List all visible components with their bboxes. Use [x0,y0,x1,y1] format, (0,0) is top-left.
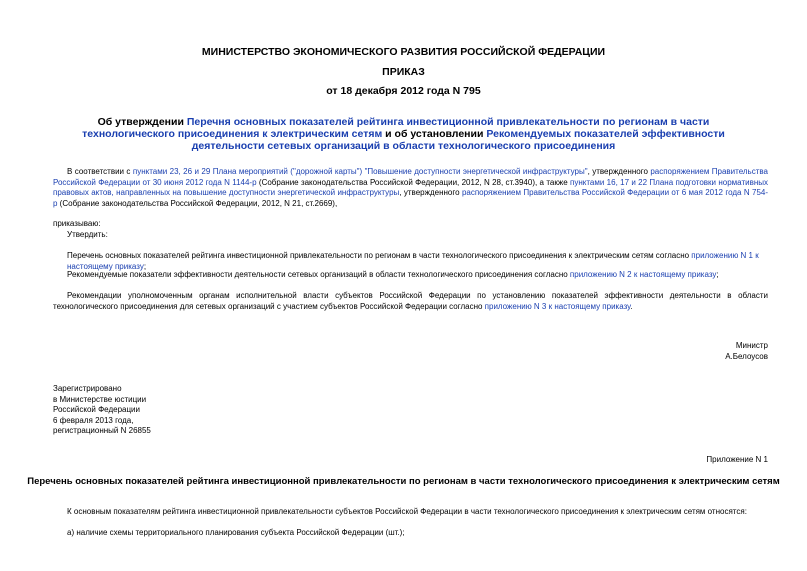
order-prikazyvayu: приказываю: [53,219,101,228]
registration-line-4: 6 февраля 2013 года, [53,415,134,425]
item-2-text: Рекомендуемые показатели эффективности деятельности сетевых организаций в области технологического присоединения согласно [67,270,570,279]
preamble-link-plan[interactable]: пунктами 16, 17 и 22 Плана подготовки нормативных правовых актов, направленных на повышение доступности энергетической инфраструктуры [53,177,769,197]
appendix-title: Перечень основных показателей рейтинга инвестиционной привлекательности по регионам в части технологического присоединения к электрическим сетям [27,476,780,487]
document-type: ПРИКАЗ [382,66,425,78]
preamble-text-1: В соответствии с [67,167,133,176]
order-item-3 [53,291,768,312]
signature-name: А.Белоусов [725,352,768,361]
item-1-end: ; [143,261,147,271]
item-3-text: Рекомендации уполномоченным органам исполнительной власти субъектов Российской Федерации по установлению показателей эффективности деятельности в области технологического присоединения для сетевых организаций с участием субъектов Российской Федерации согласно [53,291,768,311]
order-item-1 [67,251,768,272]
preamble-link-order-1144[interactable]: распоряжением Правительства Российской Федерации от 30 июня 2012 года N 1144-р [53,167,768,187]
ministry-heading: МИНИСТЕРСТВО ЭКОНОМИЧЕСКОГО РАЗВИТИЯ РОССИЙСКОЙ ФЕДЕРАЦИИ [201,46,606,58]
appendix-intro: К основным показателям рейтинга инвестиционной привлекательности субъектов Российской Федерации в части технологического присоединения к электрическим сетям относятся: [67,507,747,516]
registration-line-2: в Министерстве юстиции [53,394,147,404]
preamble-link-road-map[interactable]: пунктами 23, 26 и 29 Плана мероприятий ("дорожной карты") "Повышение доступности энергетической инфраструктуры" [132,167,588,176]
title-link-recommended[interactable]: Рекомендуемых показателей эффективности деятельности сетевых организаций в области технологического присоединения [191,128,725,152]
preamble-paragraph [53,167,768,209]
document-title [62,116,745,152]
preamble-link-order-754[interactable]: распоряжением Правительства Российской Федерации от 6 мая 2012 года N 754-р [53,188,769,208]
appendix-label: Приложение N 1 [706,455,768,464]
order-item-2 [67,270,768,281]
signature-position: Министр [735,341,768,350]
title-link-perechen[interactable]: Перечня основных показателей рейтинга инвестиционной привлекательности по регионам в части технологического присоединения к электрическим сетям [82,116,710,140]
registration-block [53,384,151,437]
preamble-text-5: (Собрание законодательства Российской Федерации, 2012, N 21, ст.2669), [57,198,338,208]
title-middle: и об установлении [382,128,487,140]
preamble-text-2: , утвержденного [587,167,651,176]
registration-line-3: Российской Федерации [53,405,140,414]
preamble-text-3: (Собрание законодательства Российской Федерации, 2012, N 28, ст.3940), а также [256,177,571,187]
item-3-end: . [630,301,633,311]
item-1-text: Перечень основных показателей рейтинга инвестиционной привлекательности по регионам в части технологического присоединения к электрическим сетям согласно [67,251,692,260]
item-2-end: ; [716,270,719,279]
item-1-link[interactable]: приложению N 1 к настоящему приказу [67,251,759,271]
order-approve: Утвердить: [67,230,108,239]
registration-line-5: регистрационный N 26855 [53,426,151,435]
appendix-item-a: а) наличие схемы территориального планирования субъекта Российской Федерации (шт.); [67,528,405,537]
item-3-link[interactable]: приложению N 3 к настоящему приказу [484,301,631,311]
item-2-link[interactable]: приложению N 2 к настоящему приказу [569,270,717,279]
title-prefix: Об утверждении [97,116,187,128]
preamble-text-4: , утвержденного [399,188,462,197]
document-date-number: от 18 декабря 2012 года N 795 [326,85,481,97]
registration-line-1: Зарегистрировано [53,384,122,393]
